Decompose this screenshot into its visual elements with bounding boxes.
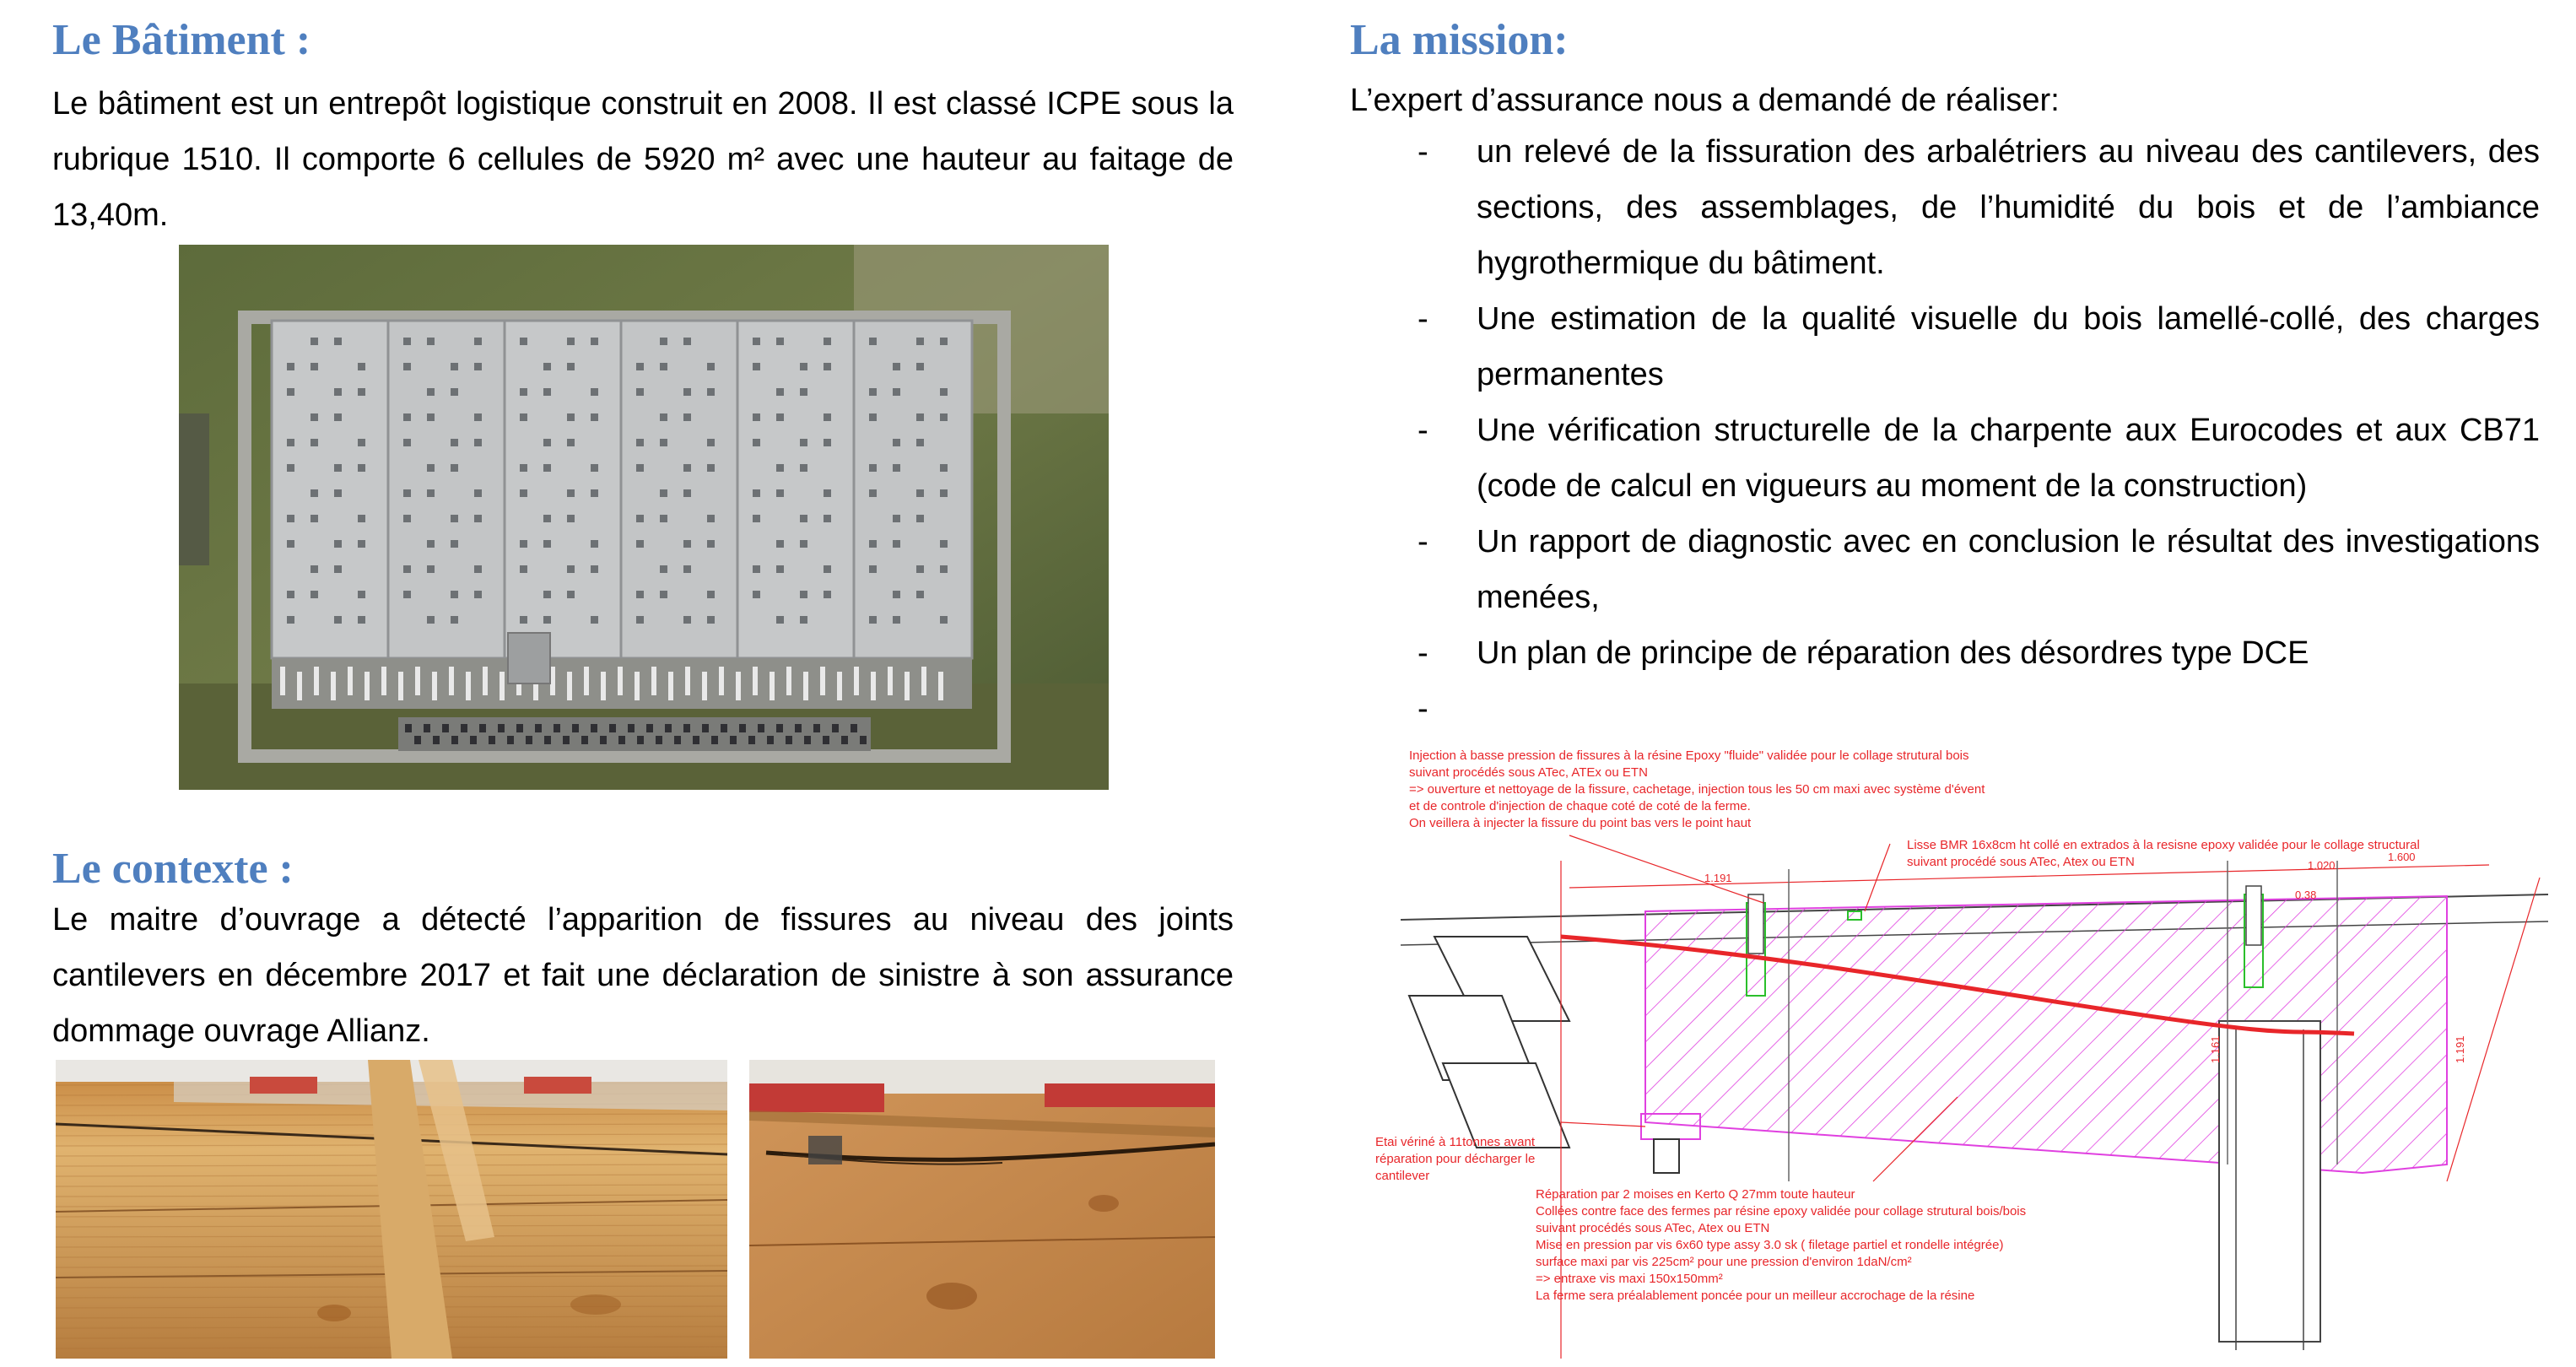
repair-principle-drawing	[1367, 743, 2557, 1359]
svg-text:Etai vériné à 11tonnes avant: Etai vériné à 11tonnes avant	[1375, 1135, 1536, 1149]
svg-text:=> entraxe vis maxi 150x150mm²: => entraxe vis maxi 150x150mm²	[1536, 1272, 1723, 1286]
mission-item: - Un rapport de diagnostic avec en conclusion le résultat des investigations menées,	[1418, 524, 2540, 615]
svg-text:0.38: 0.38	[2295, 889, 2317, 901]
cantilever-crack-photo-1	[56, 1060, 727, 1359]
svg-text:et de controle d'injection de: et de controle d'injection de chaque coté de coté de la ferme.	[1409, 799, 1751, 813]
svg-text:cantilever: cantilever	[1375, 1169, 1430, 1183]
svg-text:Mise en pression par vis 6x60: Mise en pression par vis 6x60 type assy 3.0 sk ( filetage partiel et rondelle intégrée)	[1536, 1238, 2004, 1252]
contexte-heading: Le contexte :	[52, 845, 294, 893]
svg-text:On veillera à injecter la fiss: On veillera à injecter la fissure du point bas vers le point haut	[1409, 816, 1752, 830]
note-etai	[1375, 1135, 1536, 1183]
note-reparation	[1536, 1187, 2026, 1303]
svg-text:La ferme sera préalablement po: La ferme sera préalablement poncée pour un meilleur accrochage de la résine	[1536, 1289, 1975, 1303]
svg-text:réparation pour décharger le: réparation pour décharger le	[1375, 1152, 1536, 1166]
batiment-text: Le bâtiment est un entrepôt logistique construit en 2008. Il est classé ICPE sous la rubrique 1510. Il comporte 6 cellules de 5920 m² avec une hauteur au faitage de 13,40m.	[52, 86, 1234, 233]
mission-item: - Une vérification structurelle de la charpente aux Eurocodes et aux CB71 (code de calcul en vigueurs au moment de la construction)	[1418, 413, 2540, 504]
svg-text:1.161: 1.161	[2209, 1035, 2222, 1063]
warehouse-aerial-photo	[179, 245, 1109, 790]
mission-heading: La mission:	[1350, 16, 1569, 64]
svg-text:=> ouverture et nettoyage de l: => ouverture et nettoyage de la fissure, cachetage, injection tous les 50 cm maxi avec système d'évent	[1409, 782, 1985, 797]
batiment-heading: Le Bâtiment :	[52, 16, 311, 64]
svg-text:Lisse BMR 16x8cm ht collé en e: Lisse BMR 16x8cm ht collé en extrados à la resisne epoxy validée pour le collage structural	[1907, 838, 2420, 852]
cantilever-crack-photo-2	[749, 1060, 1215, 1359]
mission-intro: L’expert d’assurance nous a demandé de réaliser:	[1350, 83, 2060, 118]
svg-text:1.191: 1.191	[2454, 1035, 2466, 1063]
svg-text:1.020: 1.020	[2308, 859, 2336, 872]
svg-text:suivant procédés sous ATec, At: suivant procédés sous ATec, Atex ou ETN	[1536, 1221, 1770, 1235]
svg-text:suivant procédés sous ATec, AT: suivant procédés sous ATec, ATEx ou ETN	[1409, 765, 1648, 780]
contexte-text: Le maitre d’ouvrage a détecté l’apparition de fissures au niveau des joints cantilevers en décembre 2017 et fait une déclaration de sinistre à son assurance dommage ouvrage Allianz.	[52, 902, 1234, 1049]
mission-item: - Une estimation de la qualité visuelle du bois lamellé-collé, des charges permanentes	[1418, 301, 2540, 392]
svg-text:suivant procédé sous ATec, Ate: suivant procédé sous ATec, Atex ou ETN	[1907, 855, 2135, 869]
mission-item: -	[1418, 691, 1428, 727]
svg-text:surface maxi par vis 225cm² po: surface maxi par vis 225cm² pour une pression d'environ 1daN/cm²	[1536, 1255, 1912, 1269]
note-injection	[1409, 748, 1985, 830]
mission-list	[1350, 124, 2540, 737]
svg-text:1.600: 1.600	[2388, 851, 2416, 863]
note-lisse	[1907, 838, 2420, 869]
mission-item: - un relevé de la fissuration des arbalétriers au niveau des cantilevers, des sections, des assemblages, de l’humidité du bois et de l’ambiance hygrothermique du bâtiment.	[1418, 134, 2540, 281]
svg-text:Injection à basse pression de: Injection à basse pression de fissures à la résine Epoxy "fluide" validée pour le collage strutural bois	[1409, 748, 1969, 763]
svg-text:Réparation par 2 moises en Ker: Réparation par 2 moises en Kerto Q 27mm toute hauteur	[1536, 1187, 1855, 1202]
mission-item: - Un plan de principe de réparation des désordres type DCE	[1418, 635, 2309, 671]
svg-text:1.191: 1.191	[1704, 872, 1732, 884]
svg-text:Collées contre face des fermes: Collées contre face des fermes par résine epoxy validée pour collage strutural bois/bois	[1536, 1204, 2027, 1218]
